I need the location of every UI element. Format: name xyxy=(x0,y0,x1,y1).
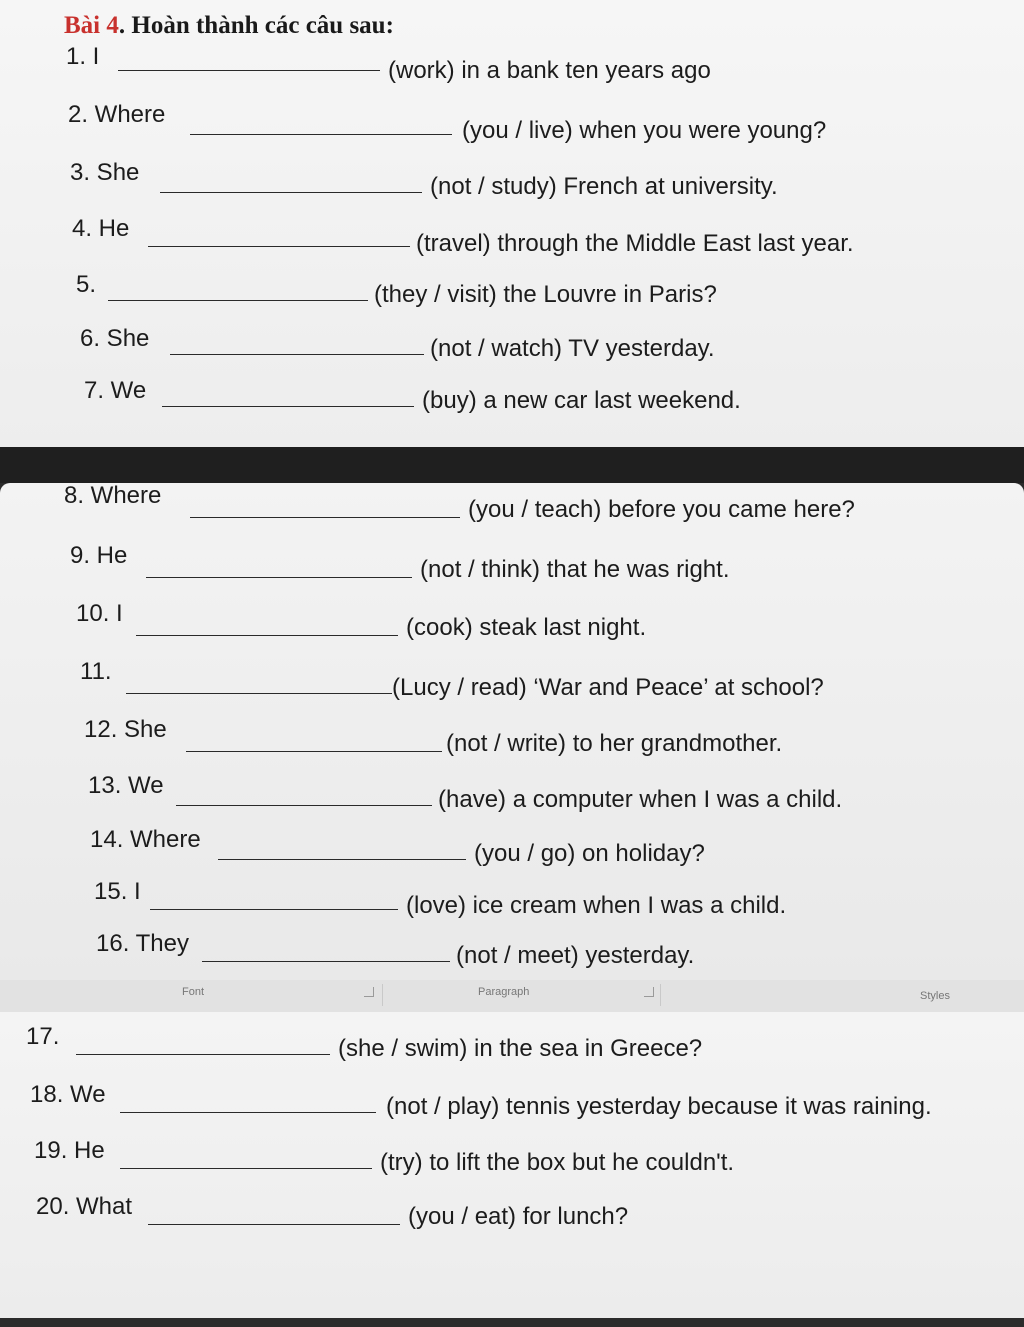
question-prompt: (you / teach) before you came here? xyxy=(468,496,855,523)
ribbon-styles-label: Styles xyxy=(920,990,950,1002)
question-prompt: (work) in a bank ten years ago xyxy=(388,57,711,84)
question-lead: 13. We xyxy=(88,772,164,799)
screen-panel-middle xyxy=(0,483,1024,980)
answer-blank[interactable] xyxy=(126,693,392,694)
question-prompt: (not / think) that he was right. xyxy=(420,556,730,583)
question-prompt: (love) ice cream when I was a child. xyxy=(406,892,787,919)
answer-blank[interactable] xyxy=(202,961,450,962)
word-ribbon-strip xyxy=(0,980,1024,1013)
question-prompt: (Lucy / read) ‘War and Peace’ at school? xyxy=(392,674,824,701)
answer-blank[interactable] xyxy=(186,751,442,752)
answer-blank[interactable] xyxy=(190,134,452,135)
exercise-title xyxy=(64,12,394,40)
answer-blank[interactable] xyxy=(150,909,398,910)
answer-blank[interactable] xyxy=(218,859,466,860)
answer-blank[interactable] xyxy=(162,406,414,407)
screen-gap xyxy=(0,447,1024,483)
question-prompt: (cook) steak last night. xyxy=(406,614,647,641)
question-lead: 19. He xyxy=(34,1137,105,1164)
question-lead: 11. xyxy=(80,658,112,685)
title-instruction: . Hoàn thành các câu sau: xyxy=(118,12,394,39)
screen-panel-top xyxy=(0,0,1024,447)
question-lead: 6. She xyxy=(80,325,150,352)
title-prefix: Bài xyxy=(64,12,101,39)
answer-blank[interactable] xyxy=(170,354,424,355)
question-lead: 5. xyxy=(76,271,97,298)
ribbon-separator xyxy=(382,984,383,1006)
ribbon-font-label: Font xyxy=(182,986,205,998)
question-prompt: (not / play) tennis yesterday because it was raining. xyxy=(386,1093,932,1120)
question-lead: 20. What xyxy=(36,1193,133,1220)
question-lead: 17. xyxy=(26,1023,60,1050)
question-lead: 3. She xyxy=(70,159,140,186)
question-lead: 8. Where xyxy=(64,483,162,509)
question-prompt: (have) a computer when I was a child. xyxy=(438,786,843,813)
answer-blank[interactable] xyxy=(160,192,422,193)
answer-blank[interactable] xyxy=(146,577,412,578)
question-prompt: (you / go) on holiday? xyxy=(474,840,705,867)
font-dialog-launcher-icon[interactable] xyxy=(364,987,374,997)
screen-panel-bottom xyxy=(0,1012,1024,1318)
answer-blank[interactable] xyxy=(176,805,432,806)
ribbon-separator xyxy=(660,984,661,1006)
ribbon-paragraph-label: Paragraph xyxy=(478,986,530,998)
question-lead: 2. Where xyxy=(68,101,166,128)
question-lead: 10. I xyxy=(76,600,123,627)
question-lead: 12. She xyxy=(84,716,167,743)
question-lead: 7. We xyxy=(84,377,147,404)
question-lead: 1. I xyxy=(66,43,100,70)
answer-blank[interactable] xyxy=(118,70,380,71)
answer-blank[interactable] xyxy=(190,517,460,518)
answer-blank[interactable] xyxy=(148,246,410,247)
question-prompt: (travel) through the Middle East last year. xyxy=(416,230,854,257)
question-prompt: (not / write) to her grandmother. xyxy=(446,730,783,757)
answer-blank[interactable] xyxy=(120,1112,376,1113)
screen-bottom-edge xyxy=(0,1318,1024,1327)
answer-blank[interactable] xyxy=(120,1168,372,1169)
question-prompt: (not / meet) yesterday. xyxy=(456,942,695,969)
answer-blank[interactable] xyxy=(136,635,398,636)
question-lead: 16. They xyxy=(96,930,189,957)
question-prompt: (they / visit) the Louvre in Paris? xyxy=(374,281,717,308)
question-lead: 9. He xyxy=(70,542,128,569)
question-lead: 4. He xyxy=(72,215,130,242)
answer-blank[interactable] xyxy=(108,300,368,301)
question-prompt: (she / swim) in the sea in Greece? xyxy=(338,1035,703,1062)
question-prompt: (buy) a new car last weekend. xyxy=(422,387,741,414)
paragraph-dialog-launcher-icon[interactable] xyxy=(644,987,654,997)
question-prompt: (you / live) when you were young? xyxy=(462,117,827,144)
answer-blank[interactable] xyxy=(148,1224,400,1225)
question-prompt: (not / watch) TV yesterday. xyxy=(430,335,715,362)
question-prompt: (you / eat) for lunch? xyxy=(408,1203,629,1230)
question-prompt: (try) to lift the box but he couldn't. xyxy=(380,1149,735,1176)
question-lead: 14. Where xyxy=(90,826,201,853)
question-prompt: (not / study) French at university. xyxy=(430,173,778,200)
title-number: 4 xyxy=(106,12,119,39)
answer-blank[interactable] xyxy=(76,1054,330,1055)
question-lead: 18. We xyxy=(30,1081,106,1108)
question-lead: 15. I xyxy=(94,878,141,905)
